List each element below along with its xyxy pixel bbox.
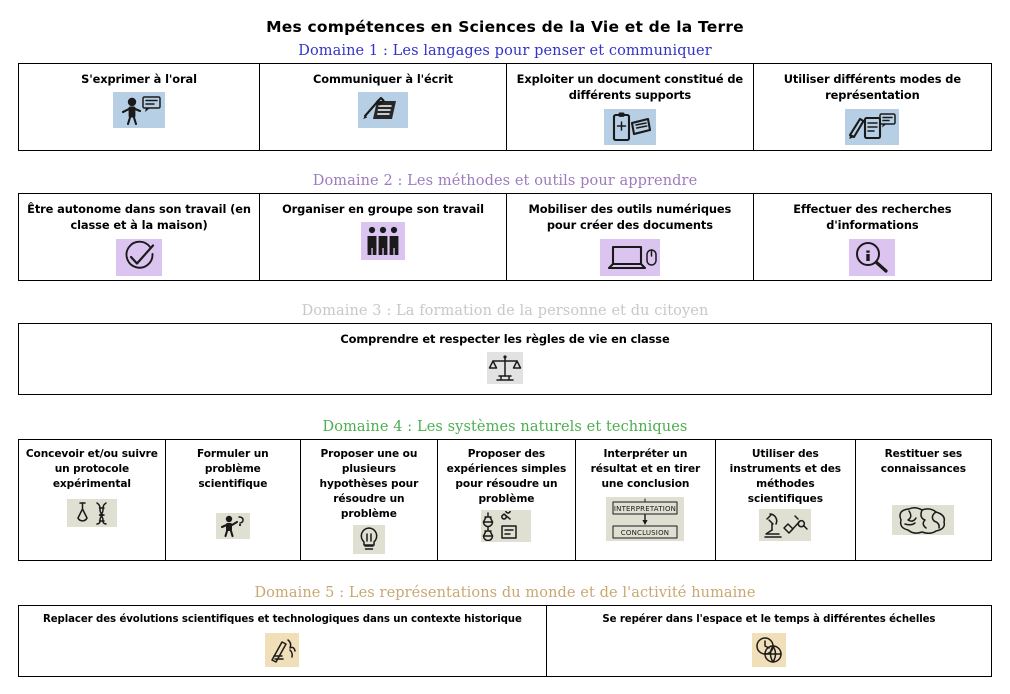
domain-block-4 bbox=[18, 418, 992, 561]
telescope-history-icon bbox=[265, 633, 299, 667]
competence-cell[interactable] bbox=[260, 64, 507, 150]
balance-scales-icon bbox=[487, 352, 523, 384]
competence-icon-wrap bbox=[845, 109, 899, 145]
competence-icon-wrap bbox=[67, 499, 117, 527]
competence-label: Proposer une ou plusieurs hypothèses pour résoudre un problème bbox=[319, 448, 419, 521]
conclusion-label: CONCLUSION bbox=[621, 529, 670, 538]
competence-cell[interactable] bbox=[19, 194, 260, 280]
competence-label: Replacer des évolutions scientifiques et technologiques dans un contexte historique bbox=[43, 614, 522, 626]
competence-label: Comprendre et respecter les règles de vie en classe bbox=[340, 332, 670, 347]
page-title: Mes compétences en Sciences de la Vie et de la Terre bbox=[266, 18, 744, 36]
domain-1-grid bbox=[18, 63, 992, 151]
domain-2-grid bbox=[18, 193, 992, 281]
domain-heading-4: Domaine 4 : Les systèmes naturels et techniques bbox=[322, 419, 688, 435]
competence-cell[interactable] bbox=[754, 64, 991, 150]
competence-cell[interactable] bbox=[166, 440, 301, 560]
competence-icon-wrap bbox=[116, 239, 162, 276]
lightbulb-icon bbox=[353, 525, 385, 554]
competence-cell[interactable] bbox=[856, 440, 991, 560]
competence-label: Utiliser des instruments et des méthodes scientifiques bbox=[729, 448, 842, 506]
competence-label: Effectuer des recherches d'informations bbox=[793, 202, 952, 233]
competence-icon-wrap bbox=[113, 92, 165, 128]
competence-cell[interactable] bbox=[260, 194, 507, 280]
person-question-icon bbox=[216, 513, 250, 539]
brain-icon bbox=[892, 505, 954, 535]
clock-globe-icon bbox=[752, 633, 786, 667]
competence-label: Communiquer à l'écrit bbox=[312, 72, 453, 87]
check-circle-icon bbox=[116, 239, 162, 276]
pen-notebook-icon bbox=[358, 92, 408, 128]
competence-label: Restituer ses connaissances bbox=[880, 448, 966, 476]
competence-icon-wrap bbox=[892, 505, 954, 535]
competence-label: Exploiter un document constitué de différents supports bbox=[516, 72, 744, 103]
domain-3-grid bbox=[18, 323, 992, 395]
domain-block-5 bbox=[18, 584, 992, 677]
domain-4-grid bbox=[18, 439, 992, 561]
domain-heading-5: Domaine 5 : Les représentations du monde et de l'activité humaine bbox=[254, 585, 756, 601]
competence-icon-wrap bbox=[606, 497, 684, 541]
competence-cell[interactable] bbox=[19, 324, 991, 394]
domain-heading-1: Domaine 1 : Les langages pour penser et communiquer bbox=[298, 43, 712, 59]
competence-cell[interactable] bbox=[19, 440, 166, 560]
domain-heading-2: Domaine 2 : Les méthodes et outils pour apprendre bbox=[312, 173, 698, 189]
pencil-chart-speech-icon bbox=[845, 109, 899, 145]
competence-cell[interactable] bbox=[19, 606, 547, 676]
domain-5-grid bbox=[18, 605, 992, 677]
clipboard-document-icon bbox=[604, 109, 656, 145]
competence-icon-wrap bbox=[481, 510, 531, 542]
competence-label: Se repérer dans l'espace et le temps à différentes échelles bbox=[602, 614, 936, 626]
domain-block-2 bbox=[18, 172, 992, 281]
competence-icon-wrap bbox=[265, 633, 299, 667]
competence-cell[interactable] bbox=[301, 440, 438, 560]
experiment-setup-icon bbox=[481, 510, 531, 542]
competence-label: Proposer des expériences simples pour résoudre un problème bbox=[446, 448, 567, 506]
competence-cell[interactable] bbox=[547, 606, 991, 676]
competence-icon-wrap bbox=[216, 513, 250, 539]
competence-icon-wrap bbox=[353, 525, 385, 554]
competence-label: S'exprimer à l'oral bbox=[81, 72, 197, 87]
competence-cell[interactable] bbox=[507, 64, 754, 150]
competence-cell[interactable] bbox=[716, 440, 856, 560]
competence-cell[interactable] bbox=[576, 440, 716, 560]
competence-icon-wrap bbox=[849, 239, 895, 276]
competence-cell[interactable] bbox=[19, 64, 260, 150]
competence-label: Organiser en groupe son travail bbox=[282, 202, 484, 217]
flask-dna-icon bbox=[67, 499, 117, 527]
group-people-icon bbox=[361, 222, 405, 260]
domain-block-3 bbox=[18, 302, 992, 395]
competence-icon-wrap bbox=[759, 509, 811, 541]
interpretation-conclusion-icon bbox=[606, 497, 684, 541]
competence-label: Être autonome dans son travail (en classe et à la maison) bbox=[27, 202, 251, 233]
competence-icon-wrap bbox=[752, 633, 786, 667]
domain-block-1 bbox=[18, 42, 992, 151]
magnifier-info-icon bbox=[849, 239, 895, 276]
competence-cell[interactable] bbox=[754, 194, 991, 280]
competence-label: Concevoir et/ou suivre un protocole expérimental bbox=[25, 448, 158, 491]
laptop-mouse-icon bbox=[600, 239, 660, 276]
competence-icon-wrap bbox=[600, 239, 660, 276]
domain-heading-3: Domaine 3 : La formation de la personne et du citoyen bbox=[301, 303, 709, 319]
competence-cell[interactable] bbox=[438, 440, 576, 560]
competence-cell[interactable] bbox=[507, 194, 754, 280]
competence-icon-wrap bbox=[358, 92, 408, 128]
person-speaking-icon bbox=[113, 92, 165, 128]
competence-icon-wrap bbox=[487, 352, 523, 384]
competence-label: Utiliser différents modes de représentation bbox=[783, 72, 961, 103]
competence-icon-wrap bbox=[604, 109, 656, 145]
competence-label: Formuler un problème scientifique bbox=[197, 448, 269, 491]
interpretation-label: INTERPRETATION bbox=[614, 505, 677, 514]
competence-label: Interpréter un résultat et en tirer une conclusion bbox=[590, 448, 701, 491]
competence-icon-wrap bbox=[361, 222, 405, 260]
competence-label: Mobiliser des outils numériques pour créer des documents bbox=[528, 202, 732, 233]
microscope-icon bbox=[759, 509, 811, 541]
